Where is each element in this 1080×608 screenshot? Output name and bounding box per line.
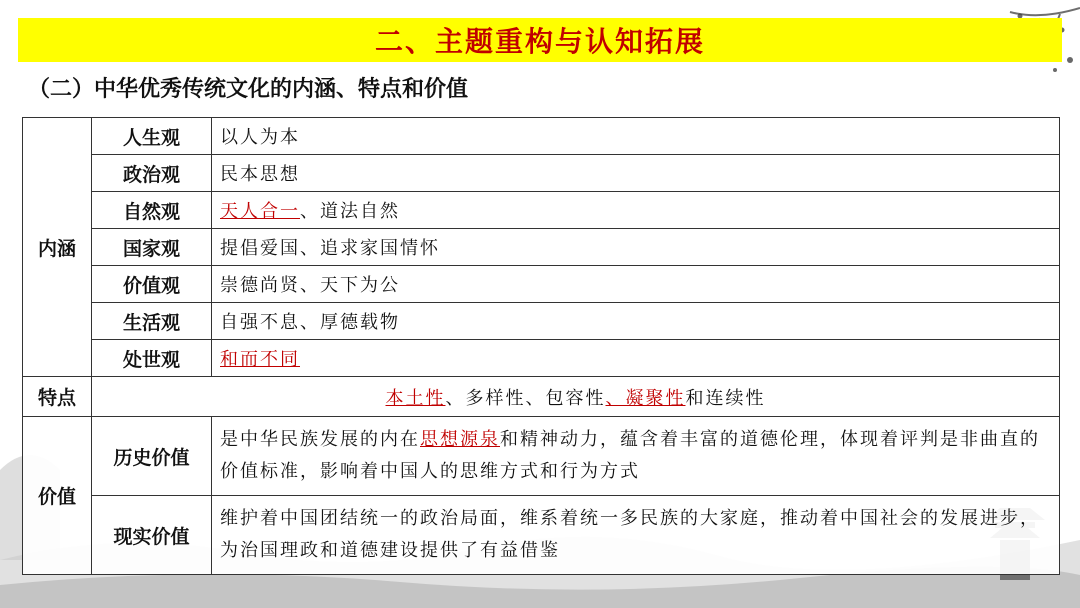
row-value: 是中华民族发展的内在思想源泉和精神动力，蕴含着丰富的道德伦理，体现着评判是非曲直的价值标准，影响着中国人的思维方式和行为方式 <box>212 417 1060 496</box>
title-banner <box>18 18 1062 62</box>
highlight-text: 天人合一 <box>220 201 300 222</box>
row-label: 人生观 <box>92 118 212 155</box>
highlight-text: 、凝聚性 <box>605 387 686 409</box>
table-row <box>23 303 1060 340</box>
row-value: 维护着中国团结统一的政治局面，维系着统一多民族的大家庭，推动着中国社会的发展进步，为治国理政和道德建设提供了有益借鉴 <box>212 496 1060 575</box>
row-value <box>212 340 1060 377</box>
table-row <box>23 229 1060 266</box>
row-label: 处世观 <box>92 340 212 377</box>
culture-table <box>22 117 1060 575</box>
row-value: 自强不息、厚德载物 <box>212 303 1060 340</box>
row-value: 天人合一、道法自然 <box>212 192 1060 229</box>
category-connotation: 内涵 <box>23 118 92 377</box>
category-features: 特点 <box>23 377 92 417</box>
highlight-text: 和而不同 <box>220 349 300 370</box>
row-label: 历史价值 <box>92 417 212 496</box>
row-label: 现实价值 <box>92 496 212 575</box>
table-row <box>23 192 1060 229</box>
table-row <box>23 340 1060 377</box>
row-value: 以人为本 <box>212 118 1060 155</box>
row-label: 生活观 <box>92 303 212 340</box>
section-subtitle: （二）中华优秀传统文化的内涵、特点和价值 <box>28 77 469 102</box>
category-value: 价值 <box>23 417 92 575</box>
row-value: 提倡爱国、追求家国情怀 <box>212 229 1060 266</box>
page-title: 二、主题重构与认知拓展 <box>374 25 705 58</box>
highlight-text: 思想源泉 <box>420 429 500 450</box>
highlight-text: 本土性 <box>385 387 446 409</box>
features-value: 本土性、多样性、包容性、凝聚性和连续性 <box>92 377 1060 417</box>
table-row <box>23 266 1060 303</box>
table-row <box>23 377 1060 417</box>
row-label: 自然观 <box>92 192 212 229</box>
row-value: 民本思想 <box>212 155 1060 192</box>
table-row <box>23 155 1060 192</box>
row-label: 政治观 <box>92 155 212 192</box>
table-row <box>23 118 1060 155</box>
row-label: 价值观 <box>92 266 212 303</box>
table-row <box>23 417 1060 496</box>
row-label: 国家观 <box>92 229 212 266</box>
row-value: 崇德尚贤、天下为公 <box>212 266 1060 303</box>
table-row <box>23 496 1060 575</box>
